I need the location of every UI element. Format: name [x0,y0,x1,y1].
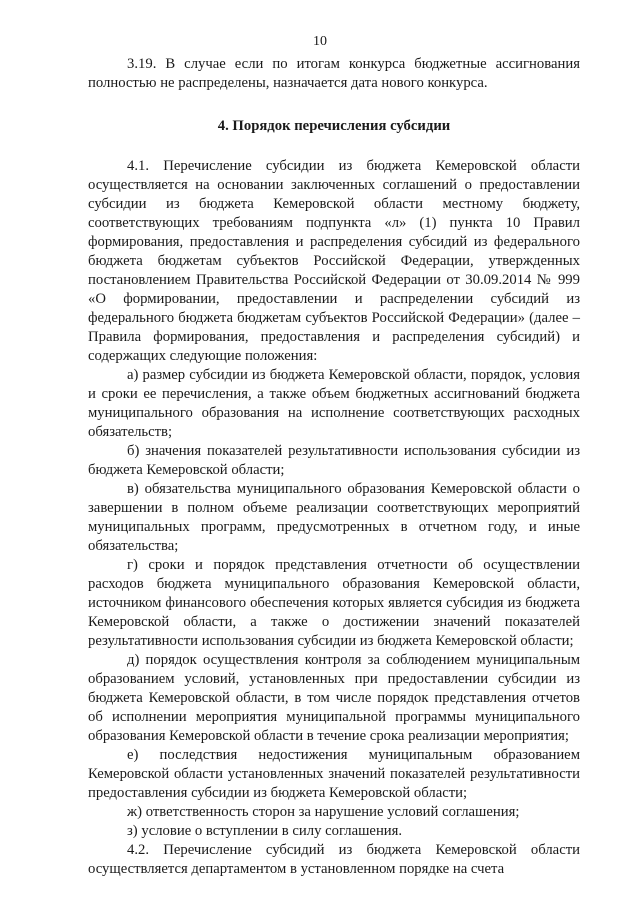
paragraph-4-2: 4.2. Перечисление субсидий из бюджета Кемеровской области осуществляется департаментом в установленном порядке на счета [88,842,580,877]
list-item-v: в) обязательства муниципального образования Кемеровской области о завершении в полном объеме реализации соответствующих мероприятий муниципальных программ, предусмотренных в отчетном году, и иные обязательства; [88,481,580,554]
list-item-e: е) последствия недостижения муниципальным образованием Кемеровской области установленных значений показателей результативности предоставления субсидии из бюджета Кемеровской области; [88,747,580,801]
paragraph-4-1: 4.1. Перечисление субсидии из бюджета Кемеровской области осуществляется на основании заключенных соглашений о предоставлении субсидии из бюджета Кемеровской области местному бюджету, соответствующих требованиям подпункта «л» (1) пункта 10 Правил формирования, предоставления и распределения субсидий из федерального бюджета бюджетам субъектов Российской Федерации, утвержденных постановлением Правительства Российской Федерации от 30.09.2014 № 999 «О формировании, предоставлении и распределении субсидий из федерального бюджета бюджетам субъектов Российской Федерации» (далее – Правила формирования, предоставления и распределения субсидий) и содержащих следующие положения: [88,158,580,364]
list-item-a: а) размер субсидии из бюджета Кемеровской области, порядок, условия и сроки ее перечисления, а также объем бюджетных ассигнований бюджета муниципального образования на исполнение соответствующих расходных обязательств; [88,367,580,440]
list-item-d: д) порядок осуществления контроля за соблюдением муниципальным образованием условий, установленных при предоставлении субсидии из бюджета Кемеровской области, в том числе порядок представления отчетов об исполнении мероприятия муниципальной программы муниципального образования Кемеровской области в течение срока реализации мероприятия; [88,652,580,744]
list-item-g: г) сроки и порядок представления отчетности об осуществлении расходов бюджета муниципального образования Кемеровской области, источником финансового обеспечения которых является субсидия из бюджета Кемеровской области, а также о достижении значений показателей результативности использования субсидии из бюджета Кемеровской области; [88,557,580,649]
page-number: 10 [313,34,327,49]
list-item-z: з) условие о вступлении в силу соглашения. [127,823,403,839]
list-item-zh: ж) ответственность сторон за нарушение условий соглашения; [127,804,520,820]
paragraph-3-19: 3.19. В случае если по итогам конкурса бюджетные ассигнования полностью не распределены, назначается дата нового конкурса. [88,56,580,91]
document-body [88,55,580,879]
list-item-b: б) значения показателей результативности использования субсидии из бюджета Кемеровской области; [88,443,580,478]
section-heading: 4. Порядок перечисления субсидии [217,118,451,134]
